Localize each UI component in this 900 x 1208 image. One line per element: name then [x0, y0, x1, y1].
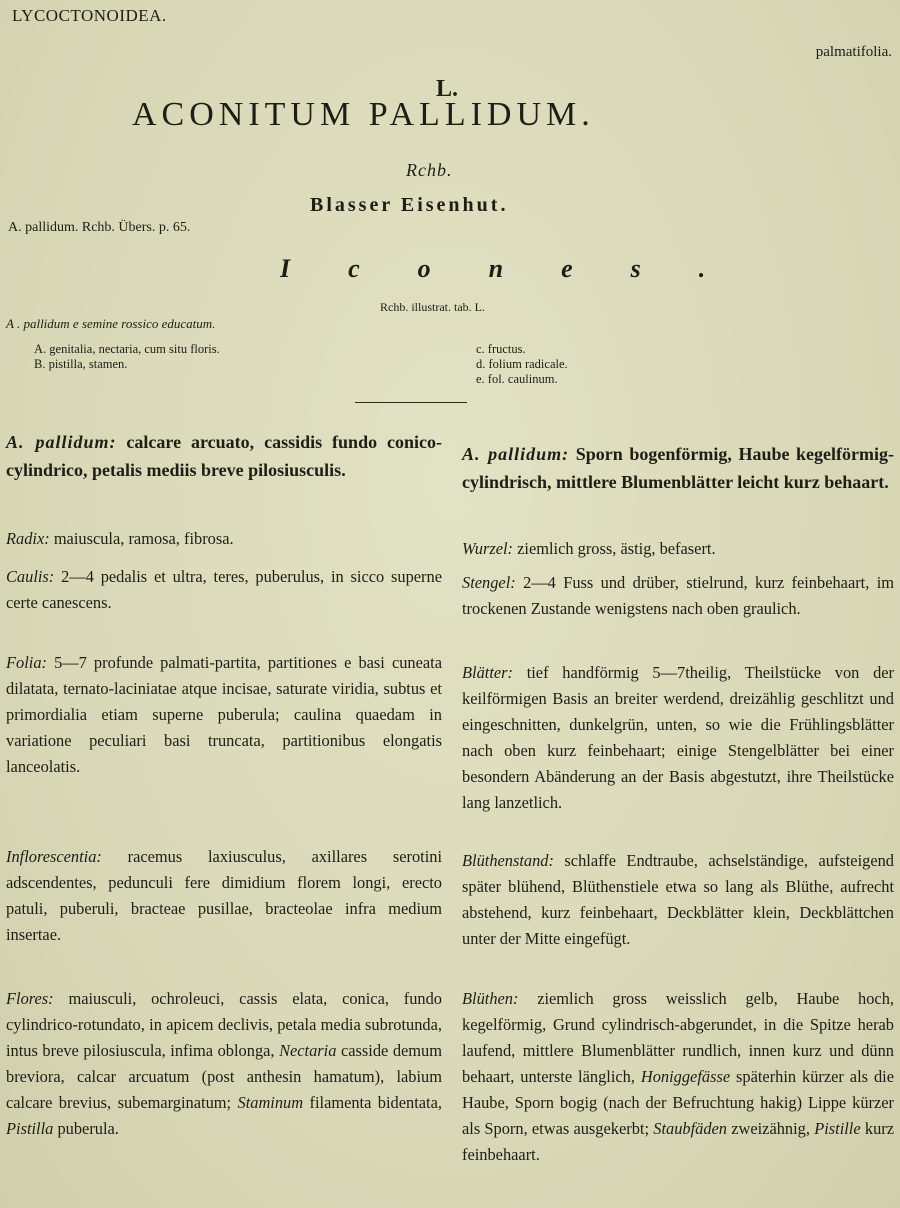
bluethen-label: Blüthen: — [462, 989, 519, 1008]
caulis-text: 2—4 pedalis et ultra, teres, puberulus, in sicco superne certe canescens. — [6, 567, 442, 612]
flores-text: puberula. — [57, 1119, 119, 1138]
synonym-reference: A. pallidum. Rchb. Übers. p. 65. — [8, 220, 191, 235]
bluethen-text: kurz feinbehaart. — [462, 1119, 894, 1164]
running-header-left: LYCOCTONOIDEA. — [12, 6, 167, 25]
plate-item: B. pistilla, stamen. — [34, 357, 128, 371]
wurzel-text: ziemlich gross, ästig, befasert. — [517, 539, 716, 558]
latin-flores — [6, 986, 442, 1142]
flores-pistilla: Pistilla — [6, 1119, 54, 1138]
bluethen-staubfaeden: Staubfäden — [653, 1119, 727, 1138]
plate-items-right — [476, 342, 568, 387]
german-stengel — [462, 570, 894, 622]
flores-text: filamenta bidentata, — [309, 1093, 442, 1112]
species-number: L. — [436, 76, 459, 102]
radix-label: Radix: — [6, 529, 50, 548]
blaetter-text: tief handförmig 5—7theilig, Theilstücke von der keilförmigen Basis an breiter werdend, dreizählig geschlitzt und eingeschnitten, dunkelgrün, unten, so wie die Frühlingsblätter nach oben kurz feinbehaart; einige Stengelblätter bei einer besondern Abänderung an der Basis abgestutzt, ihre Theilstücke lang lanzetlich. — [462, 663, 894, 812]
latin-inflorescentia — [6, 844, 442, 948]
latin-caulis — [6, 564, 442, 616]
diagnosis-text: calcare arcuato, cassidis fundo conico-cylindrico, petalis mediis breve pilosiusculis. — [6, 432, 443, 480]
stengel-text: 2—4 Fuss und drüber, stielrund, kurz feinbehaart, im trockenen Zustande wenigstens nach oben graulich. — [462, 573, 894, 618]
bluethen-text: ziemlich gross weisslich gelb, Haube hoch, kegelförmig, Grund cylindrisch-abgerundet, in die Spitze herab laufend, mittlere Blumenblätter rundlich, innen kurz und dünn behaart, unterste länglich, — [462, 989, 894, 1086]
folia-text: 5—7 profunde palmati-partita, partitiones e basi cuneata dilatata, ternato-laciniatae atque incisae, saturate viridia, subtus et primordialia etiam superne puberula; caulina quaedam in variatione peculiari basi truncata, partitionibus elongatis lanceolatis. — [6, 653, 442, 776]
diagnosis-label: A. pallidum: — [462, 444, 570, 464]
section-divider — [355, 402, 467, 403]
bluethen-text: späterhin kürzer als die Haube, Sporn bogig (nach der Befruchtung hakig) Lippe kürzer als Sporn, etwas ausgekerbt; — [462, 1067, 894, 1138]
radix-text: maiuscula, ramosa, fibrosa. — [53, 529, 234, 548]
illustration-reference: Rchb. illustrat. tab. L. — [380, 300, 485, 314]
diagnosis-text: Sporn bogenförmig, Haube kegelförmig-cylindrisch, mittlere Blumenblätter leicht kurz behaart. — [462, 444, 895, 492]
plate-item: A. genitalia, nectaria, cum situ floris. — [34, 342, 220, 356]
german-diagnosis — [462, 440, 894, 496]
blaetter-label: Blätter: — [462, 663, 513, 682]
inflorescentia-label: Inflorescentia: — [6, 847, 102, 866]
plate-item: e. fol. caulinum. — [476, 372, 558, 386]
german-bluethenstand — [462, 848, 894, 952]
diagnosis-label: A. pallidum: — [6, 432, 117, 452]
flores-text: maiusculi, ochroleuci, cassis elata, conica, fundo cylindrico-rotundato, in apicem declivis, petala media subrotunda, intus breve pilosiuscula, infima oblonga, — [6, 989, 442, 1060]
latin-radix — [6, 526, 442, 552]
stengel-label: Stengel: — [462, 573, 516, 592]
running-header-right: palmatifolia. — [815, 44, 892, 60]
caulis-label: Caulis: — [6, 567, 55, 586]
inflorescentia-text: racemus laxiusculus, axillares serotini adscendentes, pedunculi fere dimidium florem longi, erecto patuli, puberuli, bracteae pusillae, bracteolae infra medium insertae. — [6, 847, 442, 944]
plate-item: c. fructus. — [476, 342, 526, 356]
flores-label: Flores: — [6, 989, 54, 1008]
folia-label: Folia: — [6, 653, 47, 672]
plate-item: d. folium radicale. — [476, 357, 568, 371]
bluethenstand-label: Blüthenstand: — [462, 851, 554, 870]
german-wurzel — [462, 536, 894, 562]
german-blaetter — [462, 660, 894, 816]
latin-folia — [6, 650, 442, 780]
icones-heading: Icones. — [280, 254, 764, 283]
flores-nectaria: Nectaria — [279, 1041, 337, 1060]
wurzel-label: Wurzel: — [462, 539, 513, 558]
species-author: Rchb. — [406, 160, 453, 180]
flores-text: casside demum breviora, calcar arcuatum (post anthesin hamatum), labium calcare brevius, subemarginatum; — [6, 1041, 442, 1112]
bluethenstand-text: schlaffe Endtraube, achselständige, aufsteigend später blühend, Blüthenstiele etwa so lang als Blüthe, aufrecht abstehend, kurz feinbehaart, Deckblätter klein, Deckblättchen unter der Mitte eingefügt. — [462, 851, 894, 948]
german-bluethen — [462, 986, 894, 1168]
plate-main-caption: A . pallidum e semine rossico educatum. — [6, 316, 216, 331]
bluethen-pistille: Pistille — [814, 1119, 861, 1138]
latin-diagnosis — [6, 428, 442, 484]
flores-staminum: Staminum — [237, 1093, 304, 1112]
common-name: Blasser Eisenhut. — [310, 194, 509, 216]
species-title: ACONITUM PALLIDUM. — [132, 96, 595, 133]
bluethen-text: zweizähnig, — [731, 1119, 810, 1138]
plate-items-left — [34, 342, 220, 372]
bluethen-honiggefaesse: Honiggefässe — [640, 1067, 731, 1086]
